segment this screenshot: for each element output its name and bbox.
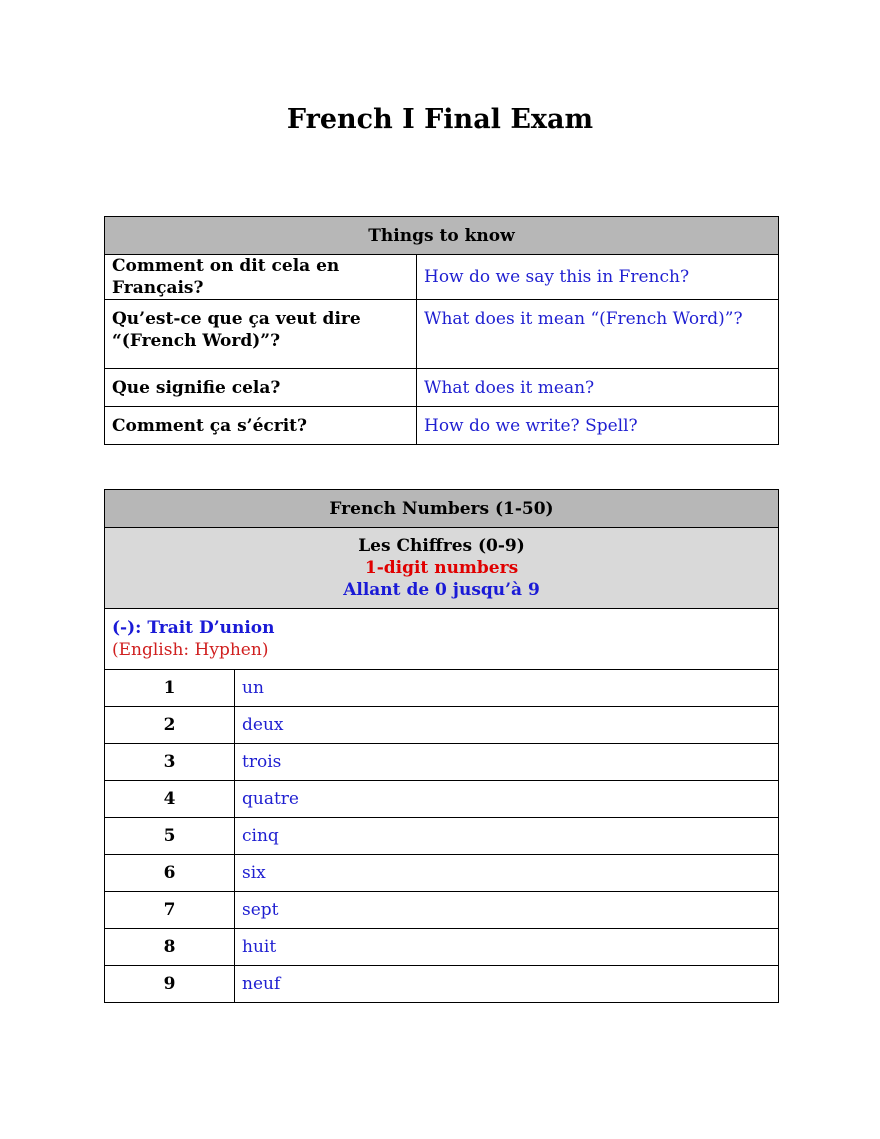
digit-cell: 9: [105, 966, 235, 1003]
number-word-cell: cinq: [235, 818, 779, 855]
french-numbers-header: French Numbers (1-50): [105, 490, 779, 528]
number-word-cell: six: [235, 855, 779, 892]
number-word-cell: neuf: [235, 966, 779, 1003]
digit-cell: 4: [105, 781, 235, 818]
chiffres-subheader: [105, 528, 779, 609]
table-row: [105, 670, 779, 707]
table-row: [105, 744, 779, 781]
table-row: [105, 369, 779, 407]
table-row: [105, 818, 779, 855]
number-word-cell: trois: [235, 744, 779, 781]
french-phrase: Comment ça s’écrit?: [105, 407, 417, 445]
digit-cell: 1: [105, 670, 235, 707]
french-phrase-line: Qu’est-ce que ça veut dire: [112, 309, 361, 329]
english-translation: What does it mean “(French Word)”?: [417, 300, 779, 369]
number-word-cell: sept: [235, 892, 779, 929]
chiffres-title: Les Chiffres (0-9): [358, 536, 525, 556]
one-digit-label: 1-digit numbers: [364, 558, 519, 578]
table-row: [105, 855, 779, 892]
things-to-know-header: Things to know: [105, 217, 779, 255]
table-row: [105, 300, 779, 369]
french-phrase: Que signifie cela?: [105, 369, 417, 407]
hyphen-french-label: (-): Trait D’union: [112, 618, 275, 638]
digit-cell: 5: [105, 818, 235, 855]
page-title: French I Final Exam: [286, 104, 594, 135]
number-word-cell: quatre: [235, 781, 779, 818]
number-word-cell: deux: [235, 707, 779, 744]
digit-cell: 2: [105, 707, 235, 744]
hyphen-english-label: (English: Hyphen): [112, 640, 269, 660]
digit-cell: 3: [105, 744, 235, 781]
number-word-cell: huit: [235, 929, 779, 966]
french-phrase-line: “(French Word)”?: [112, 331, 281, 351]
english-translation: How do we say this in French?: [417, 255, 779, 300]
things-to-know-table: [104, 216, 779, 445]
french-numbers-table: [104, 489, 779, 1003]
table-row: [105, 966, 779, 1003]
table-row: [105, 892, 779, 929]
english-translation: What does it mean?: [417, 369, 779, 407]
french-phrase: [105, 300, 417, 369]
table-row: [105, 929, 779, 966]
table-row: [105, 255, 779, 300]
table-row: [105, 781, 779, 818]
range-label: Allant de 0 jusqu’à 9: [343, 580, 540, 600]
digit-cell: 6: [105, 855, 235, 892]
number-word-cell: un: [235, 670, 779, 707]
hyphen-note: [105, 609, 779, 670]
french-phrase: Comment on dit cela en Français?: [105, 255, 417, 300]
digit-cell: 8: [105, 929, 235, 966]
table-row: [105, 407, 779, 445]
digit-cell: 7: [105, 892, 235, 929]
english-translation: How do we write? Spell?: [417, 407, 779, 445]
table-row: [105, 707, 779, 744]
